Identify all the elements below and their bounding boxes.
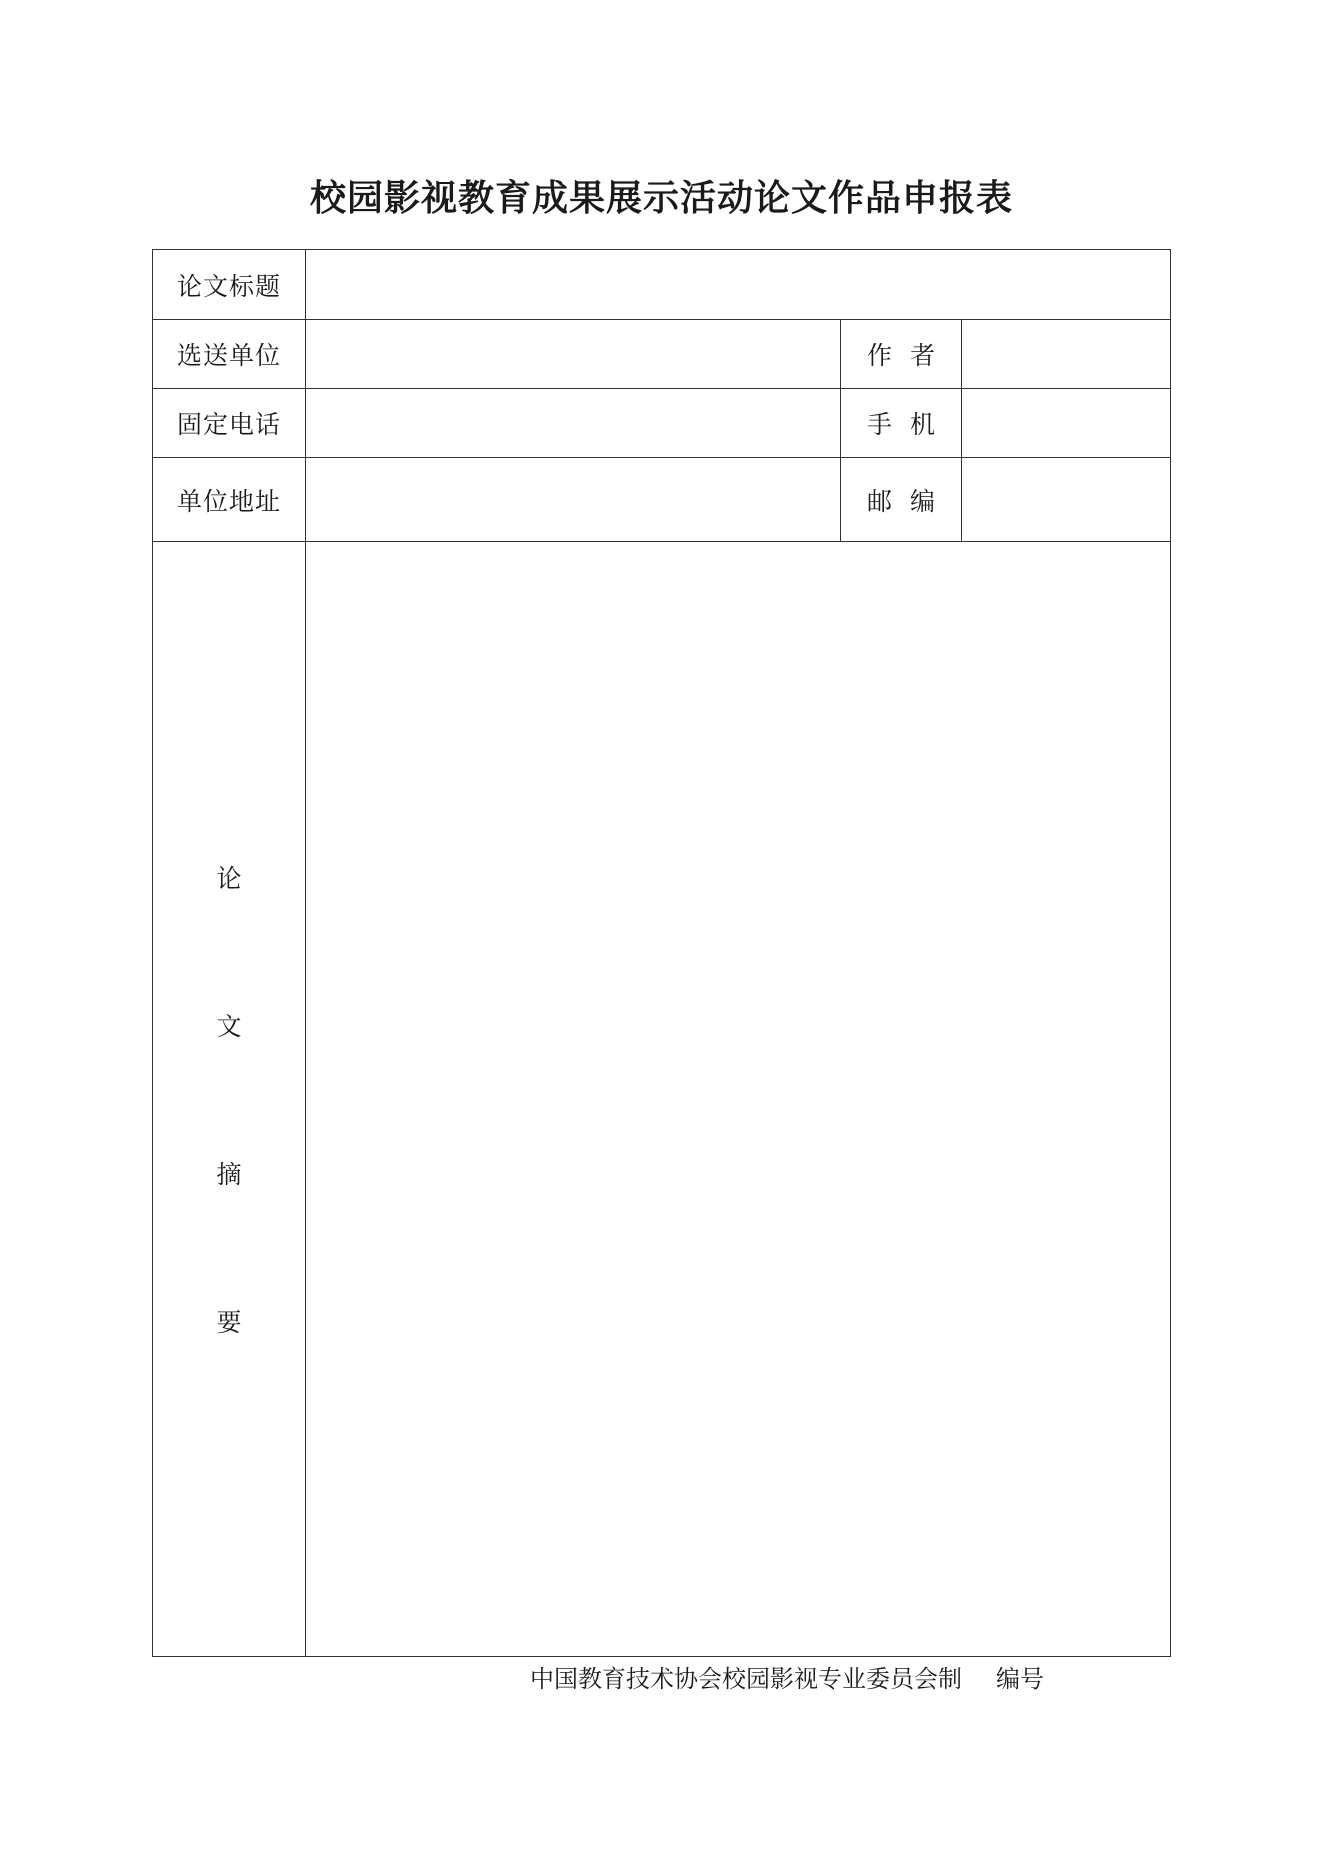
paper-title-label: 论文标题 xyxy=(153,250,306,320)
author-label-char-2: 者 xyxy=(910,341,936,370)
mobile-label-char-1: 手 xyxy=(866,410,892,439)
abstract-label xyxy=(153,542,306,1657)
unit-field[interactable] xyxy=(306,320,841,389)
postcode-field[interactable] xyxy=(962,458,1171,542)
row-phone-mobile xyxy=(153,389,1171,458)
row-abstract xyxy=(153,542,1171,1657)
author-label-char-1: 作 xyxy=(866,341,892,370)
author-field[interactable] xyxy=(962,320,1171,389)
phone-field[interactable] xyxy=(306,389,841,458)
page-title: 校园影视教育成果展示活动论文作品申报表 xyxy=(309,177,1013,219)
abstract-label-char-3: 摘 xyxy=(216,1160,242,1189)
row-unit-author xyxy=(153,320,1171,389)
phone-label: 固定电话 xyxy=(153,389,306,458)
footer-serial-label: 编号 xyxy=(996,1665,1044,1693)
author-label xyxy=(841,320,962,389)
footer xyxy=(530,1663,1044,1695)
row-paper-title xyxy=(153,250,1171,320)
address-label: 单位地址 xyxy=(153,458,306,542)
mobile-field[interactable] xyxy=(962,389,1171,458)
address-field[interactable] xyxy=(306,458,841,542)
footer-maker: 中国教育技术协会校园影视专业委员会制 xyxy=(530,1665,962,1693)
paper-title-field[interactable] xyxy=(306,250,1171,320)
abstract-label-char-1: 论 xyxy=(216,864,242,893)
mobile-label-char-2: 机 xyxy=(910,410,936,439)
application-form-table xyxy=(152,249,1171,1657)
abstract-label-char-2: 文 xyxy=(216,1012,242,1041)
abstract-label-char-4: 要 xyxy=(216,1308,242,1337)
mobile-label xyxy=(841,389,962,458)
postcode-label-char-2: 编 xyxy=(910,486,936,516)
unit-label: 选送单位 xyxy=(153,320,306,389)
postcode-label xyxy=(841,458,962,542)
postcode-label-char-1: 邮 xyxy=(866,486,892,516)
row-address-postcode xyxy=(153,458,1171,542)
abstract-field[interactable] xyxy=(306,542,1171,1657)
